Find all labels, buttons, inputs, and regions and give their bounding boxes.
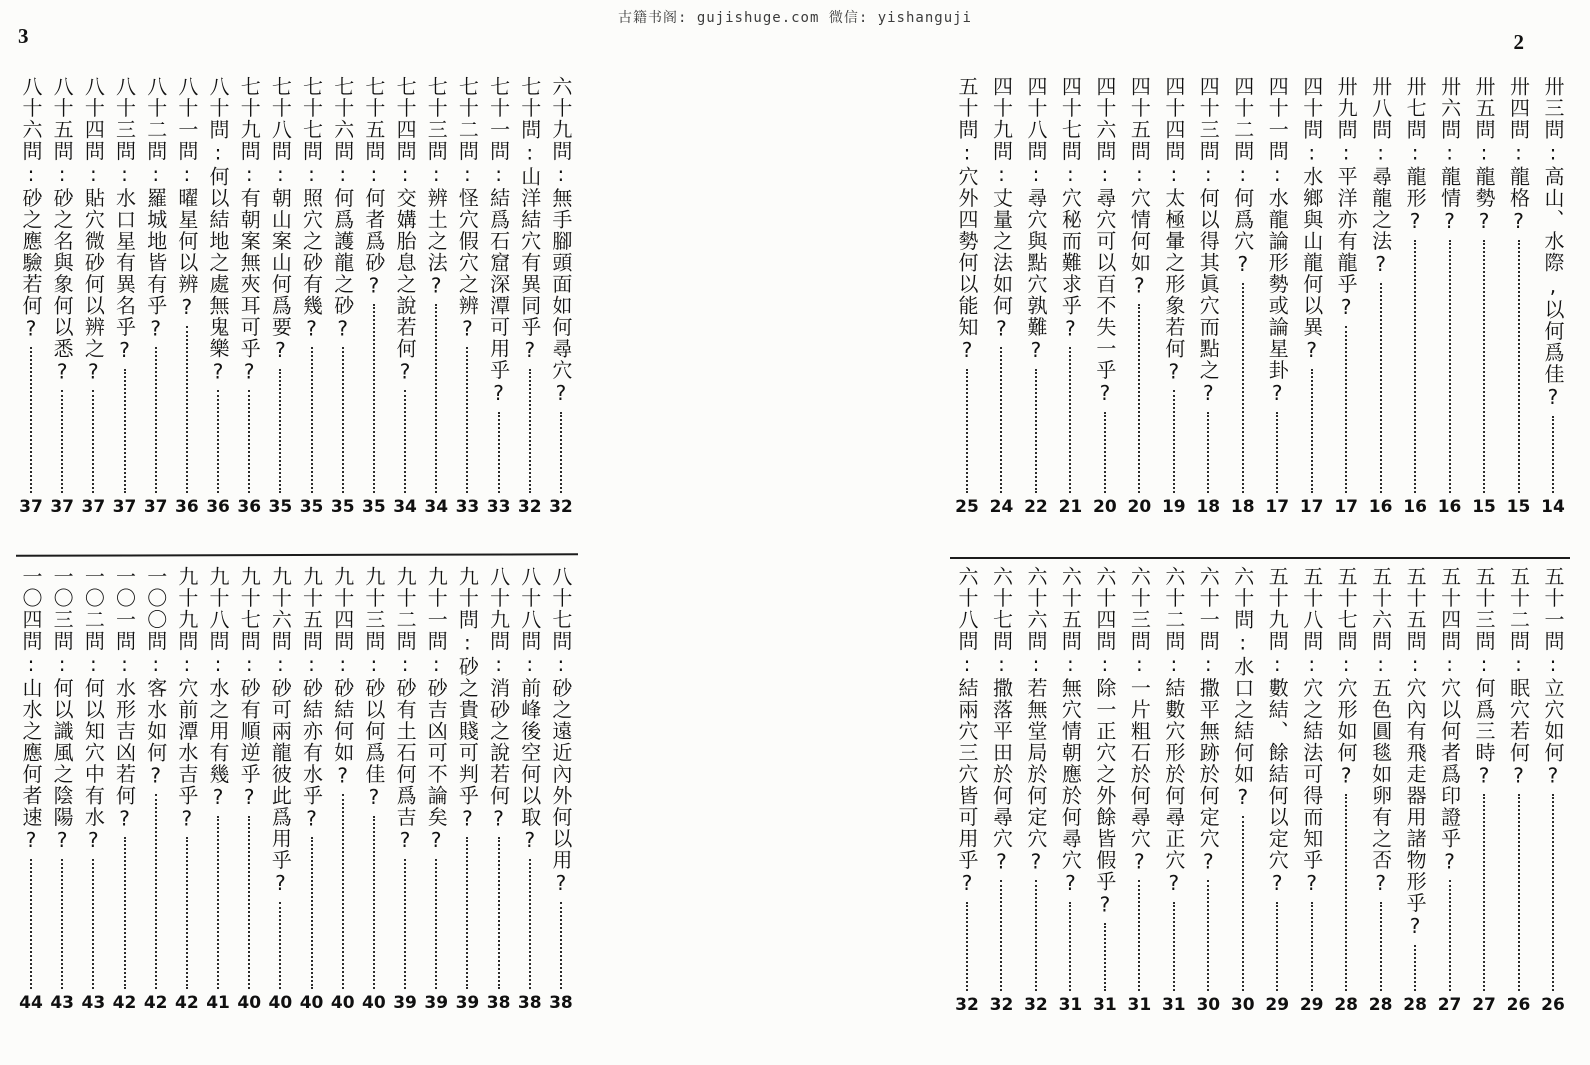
toc-entry-page: 40 <box>299 993 324 1013</box>
toc-entry-text: 八十四問:貼穴微砂何以辨之? <box>81 76 106 385</box>
dot-leader <box>1380 283 1382 494</box>
toc-entry <box>297 76 327 518</box>
dot-leader <box>404 390 406 493</box>
toc-entry-text: 五十二問:眠穴若何? <box>1506 566 1531 789</box>
toc-block-right-bottom <box>952 566 1568 1016</box>
dot-leader <box>124 369 126 494</box>
toc-entry-text: 九十八問:水之用有幾? <box>206 566 231 811</box>
dot-leader <box>1000 347 1002 493</box>
dot-leader <box>1173 390 1175 493</box>
toc-entry <box>78 76 108 518</box>
toc-entry-page: 25 <box>955 497 979 517</box>
toc-entry-page: 15 <box>1506 497 1531 517</box>
toc-entry-text: 四十三問:何以得其眞穴而點之? <box>1196 76 1221 407</box>
toc-entry-text: 卅七問:龍形? <box>1403 76 1428 235</box>
toc-entry-text: 一〇〇問:客水如何? <box>143 566 168 789</box>
dot-leader <box>1449 880 1451 991</box>
toc-entry-text: 六十七問:撒落平田於何尋穴? <box>989 566 1014 875</box>
toc-entry-text: 七十四問:交媾胎息之說若何? <box>393 76 418 385</box>
toc-entry <box>952 76 982 518</box>
toc-entry-text: 六十九問:無手腳頭面如何尋穴? <box>548 76 573 407</box>
toc-entry <box>141 76 171 518</box>
dot-leader <box>1069 902 1071 992</box>
toc-entry <box>328 566 358 1014</box>
toc-entry <box>203 566 233 1014</box>
toc-entry-page: 33 <box>455 497 480 517</box>
toc-entry <box>390 566 420 1014</box>
dot-leader <box>186 837 188 989</box>
dot-leader <box>30 347 32 493</box>
toc-entry-page: 37 <box>143 497 168 517</box>
toc-entry-text: 八十八問:前峰後空何以取? <box>517 566 542 854</box>
toc-entry <box>1504 566 1534 1016</box>
toc-entry <box>1297 566 1327 1016</box>
dot-leader <box>30 859 32 990</box>
toc-entry <box>421 566 451 1014</box>
toc-entry <box>16 76 46 518</box>
dot-leader <box>1276 412 1278 494</box>
toc-entry-text: 五十六問:五色圓毯如卵有之否? <box>1368 566 1393 897</box>
toc-entry <box>1055 566 1085 1016</box>
dot-leader <box>1138 304 1140 493</box>
toc-entry-text: 九十二問:砂有土石何爲吉? <box>393 566 418 854</box>
toc-entry-text: 五十三問:何爲三時? <box>1472 566 1497 789</box>
toc-entry <box>47 76 77 518</box>
dot-leader <box>61 859 63 990</box>
toc-entry-text: 七十八問:朝山案山何爲要? <box>268 76 293 364</box>
toc-block-right-top <box>952 76 1568 518</box>
toc-entry-page: 29 <box>1299 995 1324 1015</box>
toc-entry-page: 35 <box>362 497 386 517</box>
toc-entry-page: 32 <box>955 995 979 1015</box>
toc-entry-page: 28 <box>1368 995 1393 1015</box>
dot-leader <box>124 837 126 989</box>
toc-entry <box>546 566 576 1014</box>
toc-entry <box>1400 566 1430 1016</box>
dot-leader <box>404 859 406 990</box>
toc-entry <box>1435 566 1465 1016</box>
toc-entry-page: 30 <box>1230 995 1255 1015</box>
dot-leader <box>1483 794 1485 991</box>
toc-entry <box>1262 566 1292 1016</box>
toc-entry <box>1297 76 1327 518</box>
toc-entry-text: 卅五問:龍勢? <box>1472 76 1497 235</box>
toc-entry-page: 20 <box>1093 497 1117 517</box>
toc-entry-text: 九十五問:砂結亦有水乎? <box>299 566 324 832</box>
toc-entry <box>265 566 295 1014</box>
toc-entry-text: 七十九問:有朝案無夾耳可乎? <box>237 76 262 385</box>
dot-leader <box>342 347 344 493</box>
toc-entry-text: 七十問:山洋結穴有異同乎? <box>517 76 542 364</box>
toc-entry-page: 21 <box>1058 497 1083 517</box>
toc-entry-text: 四十五問:穴情何如? <box>1127 76 1152 299</box>
toc-entry-page: 31 <box>1127 995 1152 1015</box>
toc-entry <box>172 76 202 518</box>
toc-entry-text: 六十八問:結兩穴三穴皆可用乎? <box>955 566 979 897</box>
toc-entry-text: 九十六問:砂可兩龍彼此爲用乎? <box>268 566 293 897</box>
toc-entry-page: 38 <box>486 993 511 1013</box>
dot-leader <box>1552 794 1554 991</box>
dot-leader <box>1311 369 1313 494</box>
toc-entry <box>452 566 482 1014</box>
dot-leader <box>498 837 500 989</box>
toc-entry-page: 24 <box>989 497 1014 517</box>
dot-leader <box>1449 240 1451 494</box>
dot-leader <box>1414 240 1416 494</box>
toc-entry-page: 43 <box>50 993 74 1013</box>
toc-entry <box>484 566 514 1014</box>
toc-entry <box>1538 76 1568 518</box>
toc-entry-page: 18 <box>1196 497 1221 517</box>
toc-entry-page: 32 <box>517 497 542 517</box>
toc-entry-page: 27 <box>1437 995 1462 1015</box>
toc-entry-page: 35 <box>330 497 355 517</box>
toc-entry-page: 37 <box>81 497 106 517</box>
toc-entry <box>1366 566 1396 1016</box>
toc-entry <box>47 566 77 1014</box>
toc-entry-page: 43 <box>81 993 106 1013</box>
dot-leader <box>435 304 437 493</box>
toc-entry-text: 四十八問:尋穴與點穴孰難? <box>1023 76 1048 364</box>
toc-entry <box>234 566 264 1014</box>
toc-entry-text: 八十三問:水口星有異名乎? <box>112 76 137 364</box>
dot-leader <box>1207 880 1209 991</box>
dot-leader <box>92 859 94 990</box>
toc-entry-page: 39 <box>424 993 449 1013</box>
toc-entry-page: 27 <box>1472 995 1496 1015</box>
toc-entry-text: 九十九問:穴前潭水吉乎? <box>174 566 199 832</box>
toc-entry <box>546 76 576 518</box>
toc-entry <box>16 566 46 1014</box>
toc-entry <box>1366 76 1396 518</box>
toc-entry-page: 35 <box>299 497 324 517</box>
toc-entry <box>359 566 389 1014</box>
dot-leader <box>311 347 313 493</box>
toc-entry-text: 五十七問:穴形如何? <box>1334 566 1359 789</box>
page-number-right: 2 <box>1513 30 1524 54</box>
toc-entry-text: 九十四問:砂結何如? <box>330 566 355 789</box>
toc-entry <box>484 76 514 518</box>
toc-entry-text: 七十六問:何爲護龍之砂? <box>330 76 355 342</box>
toc-entry-text: 卅九問:平洋亦有龍乎? <box>1334 76 1359 321</box>
toc-entry <box>515 566 545 1014</box>
toc-entry-page: 15 <box>1472 497 1496 517</box>
toc-entry-page: 37 <box>19 497 43 517</box>
toc-entry <box>1090 76 1120 518</box>
toc-entry <box>1228 76 1258 518</box>
toc-entry <box>986 566 1016 1016</box>
toc-entry-page: 32 <box>1024 995 1048 1015</box>
toc-entry-text: 六十問:水口之結何如? <box>1230 566 1255 811</box>
toc-entry <box>110 566 140 1014</box>
dot-leader <box>217 390 219 493</box>
toc-entry-text: 一〇二問:何以知穴中有水? <box>81 566 106 854</box>
dot-leader <box>966 902 968 992</box>
toc-entry-text: 九十七問:砂有順逆乎? <box>237 566 262 811</box>
toc-entry-text: 六十一問:撒平無跡於何定穴? <box>1196 566 1221 875</box>
toc-entry <box>515 76 545 518</box>
toc-entry <box>952 566 982 1016</box>
toc-entry-text: 八十二問:羅城地皆有乎? <box>143 76 168 342</box>
toc-entry-page: 17 <box>1299 497 1324 517</box>
toc-entry <box>1331 566 1361 1016</box>
dot-leader <box>1414 945 1416 992</box>
toc-entry-page: 40 <box>362 993 386 1013</box>
toc-entry-page: 16 <box>1403 497 1427 517</box>
toc-entry-text: 卅三問:高山、水際,以何爲佳? <box>1540 76 1565 411</box>
toc-entry-page: 26 <box>1506 995 1531 1015</box>
dot-leader <box>1035 880 1037 991</box>
dot-leader <box>529 859 531 990</box>
toc-entry-text: 九十問:砂之貴賤可判乎? <box>455 566 480 832</box>
toc-entry-text: 四十四問:太極暈之形象若何? <box>1161 76 1186 385</box>
toc-entry-text: 六十三問:一片粗石於何尋穴? <box>1127 566 1152 875</box>
dot-leader <box>435 859 437 990</box>
toc-entry-text: 五十九問:數結、餘結何以定穴? <box>1265 566 1290 897</box>
toc-entry-text: 五十四問:穴以何者爲印證乎? <box>1437 566 1462 875</box>
dot-leader <box>155 794 157 989</box>
toc-entry-text: 一〇一問:水形吉凶若何? <box>112 566 137 832</box>
dot-leader <box>248 390 250 493</box>
dot-leader <box>1345 326 1347 494</box>
dot-leader <box>217 816 219 990</box>
toc-entry-text: 卅四問:龍格? <box>1506 76 1531 235</box>
toc-entry <box>1400 76 1430 518</box>
toc-entry-text: 八十九問:消砂之說若何? <box>486 566 511 832</box>
toc-entry <box>1021 76 1051 518</box>
toc-entry <box>110 76 140 518</box>
toc-entry-page: 26 <box>1541 995 1565 1015</box>
toc-entry-page: 40 <box>268 993 293 1013</box>
toc-entry-page: 39 <box>393 993 417 1013</box>
toc-entry-text: 七十三問:辨土之法? <box>424 76 449 299</box>
dot-leader <box>1483 240 1485 494</box>
toc-entry <box>1262 76 1292 518</box>
dot-leader <box>1104 923 1106 991</box>
toc-entry-text: 八十六問:砂之應驗若何? <box>19 76 43 342</box>
toc-entry <box>265 76 295 518</box>
toc-entry-text: 五十一問:立穴如何? <box>1540 566 1565 789</box>
dot-leader <box>155 347 157 493</box>
toc-entry-page: 32 <box>549 497 573 517</box>
dot-leader <box>1104 412 1106 494</box>
dot-leader <box>466 347 468 493</box>
toc-entry-text: 四十一問:水龍論形勢或論星卦? <box>1265 76 1290 407</box>
toc-entry <box>1435 76 1465 518</box>
toc-entry-page: 33 <box>486 497 511 517</box>
toc-entry-text: 五十問:穴外四勢何以能知? <box>955 76 979 364</box>
toc-entry-page: 31 <box>1058 995 1083 1015</box>
dot-leader <box>279 369 281 494</box>
toc-entry-text: 六十六問:若無堂局於何定穴? <box>1023 566 1048 875</box>
section-divider-line-right <box>950 557 1570 559</box>
toc-entry-text: 六十五問:無穴情朝應於何尋穴? <box>1058 566 1083 897</box>
toc-entry-text: 九十一問:砂吉凶可不論矣? <box>424 566 449 854</box>
toc-entry <box>1124 566 1154 1016</box>
toc-entry <box>1228 566 1258 1016</box>
dot-leader <box>373 816 375 990</box>
toc-entry-page: 39 <box>455 993 480 1013</box>
dot-leader <box>1380 902 1382 992</box>
toc-entry <box>421 76 451 518</box>
toc-entry <box>1331 76 1361 518</box>
toc-entry-page: 16 <box>1437 497 1462 517</box>
toc-entry-text: 八十五問:砂之名與象何以悉? <box>50 76 75 385</box>
toc-entry-page: 38 <box>549 993 573 1013</box>
toc-entry-page: 37 <box>112 497 137 517</box>
toc-entry-page: 42 <box>175 993 199 1013</box>
toc-entry <box>203 76 233 518</box>
toc-entry-page: 14 <box>1541 497 1565 517</box>
toc-entry <box>390 76 420 518</box>
toc-entry <box>1055 76 1085 518</box>
dot-leader <box>1552 416 1554 494</box>
toc-entry-text: 卅八問:尋龍之法? <box>1368 76 1393 278</box>
toc-entry <box>1021 566 1051 1016</box>
toc-entry-page: 22 <box>1024 497 1048 517</box>
dot-leader <box>1345 794 1347 991</box>
dot-leader <box>560 902 562 990</box>
toc-entry <box>1193 76 1223 518</box>
toc-entry-page: 44 <box>19 993 43 1013</box>
toc-entry-page: 37 <box>50 497 74 517</box>
toc-entry <box>172 566 202 1014</box>
toc-entry <box>1124 76 1154 518</box>
toc-block-left-top <box>16 76 576 518</box>
toc-entry <box>141 566 171 1014</box>
toc-entry <box>234 76 264 518</box>
toc-block-left-bottom <box>16 566 576 1014</box>
toc-entry-page: 40 <box>330 993 355 1013</box>
toc-entry-page: 36 <box>237 497 262 517</box>
toc-entry <box>1538 566 1568 1016</box>
toc-entry <box>1159 566 1189 1016</box>
dot-leader <box>966 369 968 494</box>
toc-entry-page: 42 <box>112 993 137 1013</box>
toc-entry <box>1504 76 1534 518</box>
toc-entry-page: 32 <box>989 995 1014 1015</box>
toc-entry <box>1469 566 1499 1016</box>
toc-entry-text: 九十三問:砂以何爲佳? <box>361 566 386 811</box>
toc-entry-page: 41 <box>206 993 230 1013</box>
toc-entry <box>986 76 1016 518</box>
toc-entry-text: 四十問:水鄉與山龍何以異? <box>1299 76 1324 364</box>
toc-entry-text: 一〇四問:山水之應何者速? <box>19 566 43 854</box>
dot-leader <box>529 369 531 494</box>
toc-entry-text: 五十八問:穴之結法可得而知乎? <box>1299 566 1324 897</box>
dot-leader <box>1000 880 1002 991</box>
dot-leader <box>466 837 468 989</box>
dot-leader <box>1242 283 1244 494</box>
watermark-header: 古籍书阁: gujishuge.com 微信: yishanguji <box>617 10 972 26</box>
toc-entry <box>297 566 327 1014</box>
toc-entry-page: 28 <box>1403 995 1427 1015</box>
section-divider-line-left <box>16 553 578 556</box>
toc-entry-page: 17 <box>1334 497 1358 517</box>
dot-leader <box>1138 880 1140 991</box>
dot-leader <box>1242 816 1244 992</box>
dot-leader <box>560 412 562 494</box>
toc-entry-text: 四十七問:穴秘而難求乎? <box>1058 76 1083 342</box>
toc-entry-text: 一〇三問:何以識風之陰陽? <box>50 566 75 854</box>
toc-entry-text: 四十六問:尋穴可以百不失一乎? <box>1092 76 1117 407</box>
dot-leader <box>342 794 344 989</box>
toc-entry-page: 29 <box>1265 995 1290 1015</box>
dot-leader <box>1276 902 1278 992</box>
toc-entry <box>1159 76 1189 518</box>
toc-entry-text: 七十七問:照穴之砂有幾? <box>299 76 324 342</box>
toc-entry-text: 七十五問:何者爲砂? <box>361 76 386 299</box>
toc-entry-page: 34 <box>393 497 417 517</box>
toc-entry <box>328 76 358 518</box>
dot-leader <box>1311 902 1313 992</box>
toc-entry-text: 六十四問:除一正穴之外餘皆假乎? <box>1092 566 1117 918</box>
toc-entry-text: 卅六問:龍情? <box>1437 76 1462 235</box>
toc-entry-page: 17 <box>1265 497 1290 517</box>
dot-leader <box>1173 902 1175 992</box>
toc-entry-page: 28 <box>1334 995 1358 1015</box>
dot-leader <box>1069 347 1071 493</box>
toc-entry-page: 16 <box>1368 497 1393 517</box>
toc-entry-page: 31 <box>1093 995 1117 1015</box>
toc-entry-text: 八十問:何以結地之處無鬼樂? <box>206 76 231 385</box>
toc-entry-page: 36 <box>175 497 199 517</box>
toc-entry-page: 20 <box>1127 497 1152 517</box>
dot-leader <box>311 837 313 989</box>
dot-leader <box>1035 369 1037 494</box>
toc-entry-text: 八十一問:曜星何以辨? <box>174 76 199 321</box>
dot-leader <box>248 816 250 990</box>
dot-leader <box>186 326 188 494</box>
toc-entry-page: 42 <box>143 993 168 1013</box>
toc-entry-page: 31 <box>1161 995 1186 1015</box>
dot-leader <box>279 902 281 990</box>
toc-entry-page: 40 <box>237 993 262 1013</box>
toc-entry-text: 八十七問:砂之遠近內外何以用? <box>548 566 573 897</box>
toc-entry-page: 36 <box>206 497 230 517</box>
dot-leader <box>1207 412 1209 494</box>
toc-entry-page: 19 <box>1161 497 1186 517</box>
dot-leader <box>498 412 500 494</box>
toc-entry-text: 四十二問:何爲穴? <box>1230 76 1255 278</box>
toc-entry <box>1469 76 1499 518</box>
dot-leader <box>61 390 63 493</box>
dot-leader <box>92 390 94 493</box>
page-number-left: 3 <box>18 24 29 48</box>
dot-leader <box>1518 794 1520 991</box>
dot-leader <box>373 304 375 493</box>
toc-entry-page: 35 <box>268 497 293 517</box>
toc-entry-text: 五十五問:穴內有飛走器用諸物形乎? <box>1403 566 1428 940</box>
toc-entry <box>78 566 108 1014</box>
toc-entry-text: 七十二問:怪穴假穴之辨? <box>455 76 480 342</box>
toc-entry-page: 18 <box>1230 497 1255 517</box>
toc-entry <box>1193 566 1223 1016</box>
toc-entry-page: 38 <box>517 993 542 1013</box>
dot-leader <box>1518 240 1520 494</box>
toc-entry-page: 34 <box>424 497 449 517</box>
toc-entry <box>1090 566 1120 1016</box>
toc-entry <box>359 76 389 518</box>
toc-entry <box>452 76 482 518</box>
toc-entry-text: 六十二問:結數穴形於何尋正穴? <box>1161 566 1186 897</box>
toc-entry-text: 四十九問:丈量之法如何? <box>989 76 1014 342</box>
toc-entry-page: 30 <box>1196 995 1221 1015</box>
toc-entry-text: 七十一問:結爲石窟深潭可用乎? <box>486 76 511 407</box>
